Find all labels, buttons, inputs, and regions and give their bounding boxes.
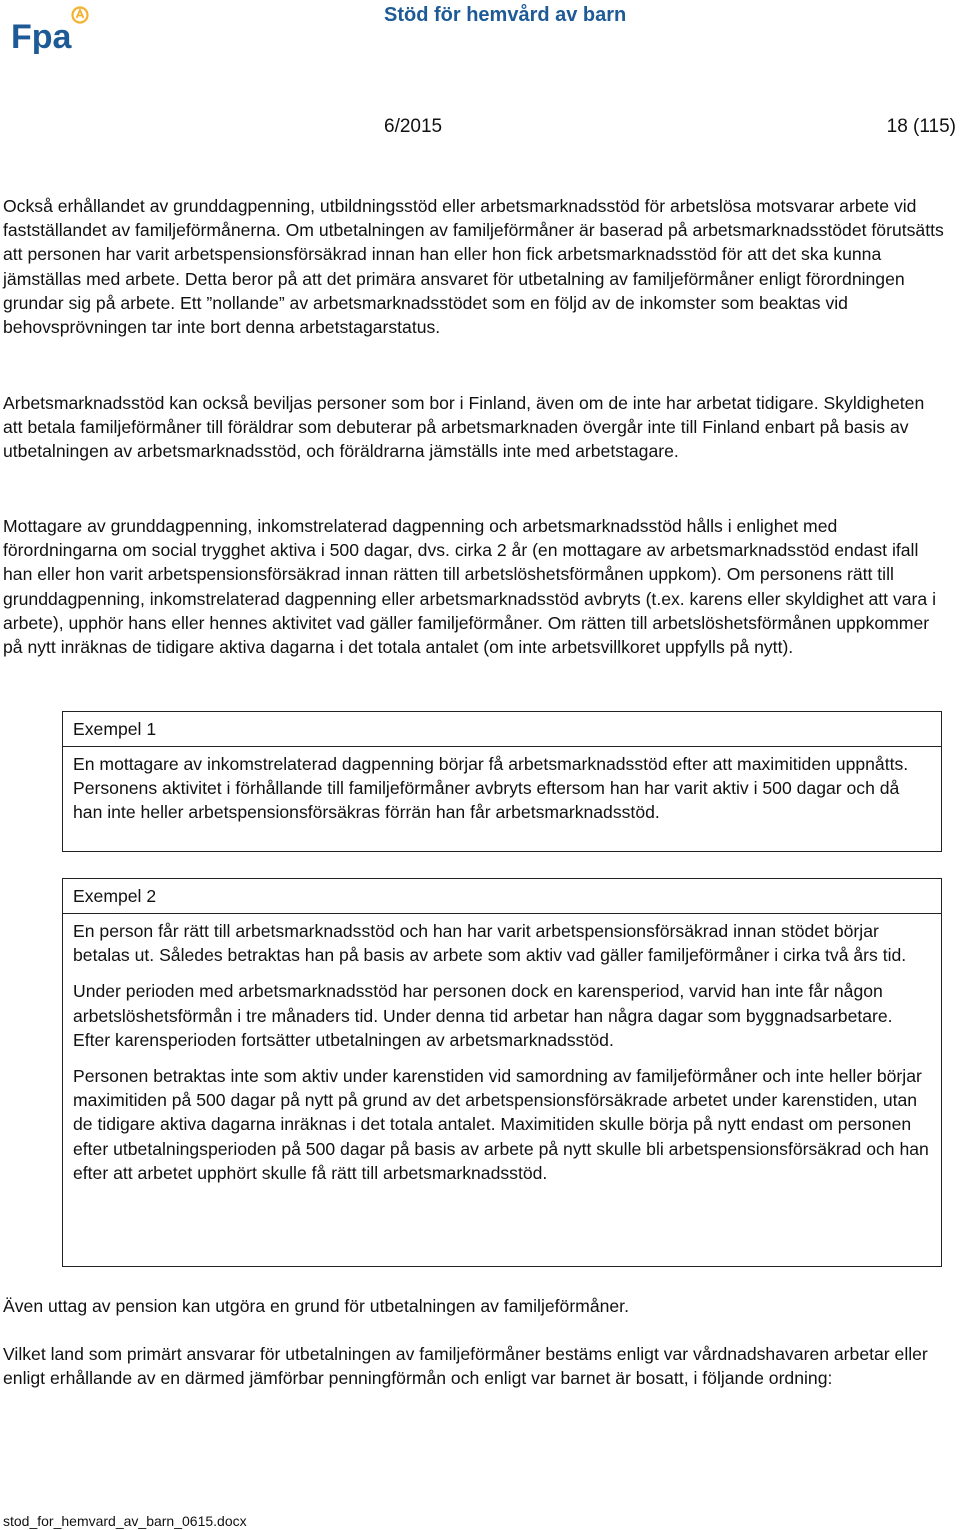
fpa-logo (10, 4, 90, 54)
paragraph-3: Mottagare av grunddagpenning, inkomstrelaterad dagpenning och arbetsmarknadsstöd hålls i enlighet med förordningarna om social trygghet aktiva i 500 dagar, dvs. cirka 2 år (en mottagare av arbetsmarknadsstöd endast ifall han eller hon varit arbetspensionsförsäkrad innan rätten till arbetslöshetsförmånen uppkom). Om personens rätt till grunddagpenning, inkomstrelaterad dagpenning eller arbetsmarknadsstöd avbryts (t.ex. karens eller skyldighet att vara i arbete), upphör hans eller hennes aktivitet vad gäller familjeförmåner. Om rätten till arbetslöshetsförmånen uppkommer på nytt inräknas de tidigare aktiva dagarna i det totala antalet (om inte arbetsvillkoret uppfylls på nytt). (3, 516, 936, 658)
example-1-heading: Exempel 1 (73, 717, 931, 744)
paragraph-5: Vilket land som primärt ansvarar för utbetalningen av familjeförmåner bestäms enligt var vårdnadshavaren arbetar eller enligt erhållande av en därmed jämförbar penningförmån och enligt var barnet är bosatt, i följande ordning: (3, 1344, 928, 1389)
paragraph-2: Arbetsmarknadsstöd kan också beviljas personer som bor i Finland, även om de inte har arbetat tidigare. Skyldigheten att betala familjeförmåner till föräldrar som debuterar på arbetsmarknaden övergår inte till Finland enbart på basis av utbetalningen av arbetsmarknadsstöd, och föräldrarna jämställs inte med arbetstagare. (3, 393, 925, 462)
page-number: 18 (115) (886, 116, 956, 137)
example-2-box (62, 878, 942, 1267)
document-date: 6/2015 (384, 116, 443, 137)
example-2-text-2: Under perioden med arbetsmarknadsstöd har personen dock en karensperiod, varvid han inte får någon arbetslöshetsförmån i tre månaders tid. Under denna tid arbetar han några dagar som byggnadsarbetare. Efter karensperioden fortsätter utbetalningen av arbetsmarknadsstöd. (73, 981, 893, 1050)
fpa-logo-icon (10, 4, 90, 54)
paragraph-4: Även uttag av pension kan utgöra en grund för utbetalningen av familjeförmåner. (3, 1296, 629, 1316)
logo-text: Fpa (11, 18, 72, 54)
footer-filename: stod_for_hemvard_av_barn_0615.docx (3, 1513, 247, 1529)
paragraph-1: Också erhållandet av grunddagpenning, utbildningsstöd eller arbetsmarknadsstöd för arbetslösa motsvarar arbete vid fastställandet av familjeförmånerna. Om utbetalningen av familjeförmåner är baserad på arbetsmarknadsstödet förutsätts att personen har varit arbetspensionsförsäkrad innan han eller hon fick arbetsmarknadsstöd för att det ska kunna jämställas med arbete. Detta beror på att det primära ansvaret för utbetalning av familjeförmåner enligt förordningen grundar sig på arbete. Ett ”nollande” av arbetsmarknadsstödet som en följd av de inkomster som beaktas vid behovsprövningen tar inte bort denna arbetstagarstatus. (3, 196, 944, 338)
example-2-text-1: En person får rätt till arbetsmarknadsstöd och han har varit arbetspensionsförsäkrad innan stödet börjar betalas ut. Således betraktas han på basis av arbete som aktiv vad gäller familjeförmåner i cirka två års tid. (73, 921, 907, 966)
example-2-text-3: Personen betraktas inte som aktiv under karenstiden vid samordning av familjeförmåner och inte heller börjar maximitiden på 500 dagar på nytt på grund av det arbetspensionsförsäkrade arbetet under karenstiden, utan de tidigare aktiva dagarna inräknas i det totala antalet. Maximitiden skulle börja på nytt endast om personen efter utbetalningsperioden på 500 dagar på basis av arbete på nytt skulle bli arbetspensionsförsäkrad och han efter att arbetet upphört skulle få rätt till arbetsmarknadsstöd. (73, 1066, 929, 1183)
example-1-box (62, 711, 942, 852)
document-title: Stöd för hemvård av barn (384, 4, 627, 26)
example-1-text: En mottagare av inkomstrelaterad dagpenning börjar få arbetsmarknadsstöd efter att maximitiden uppnåtts. Personens aktivitet i förhållande till familjeförmåner avbryts eftersom han har varit aktiv i 500 dagar och då han inte heller arbetspensionsförsäkras förrän han får arbetsmarknadsstöd. (73, 754, 909, 823)
example-2-heading: Exempel 2 (73, 884, 931, 911)
